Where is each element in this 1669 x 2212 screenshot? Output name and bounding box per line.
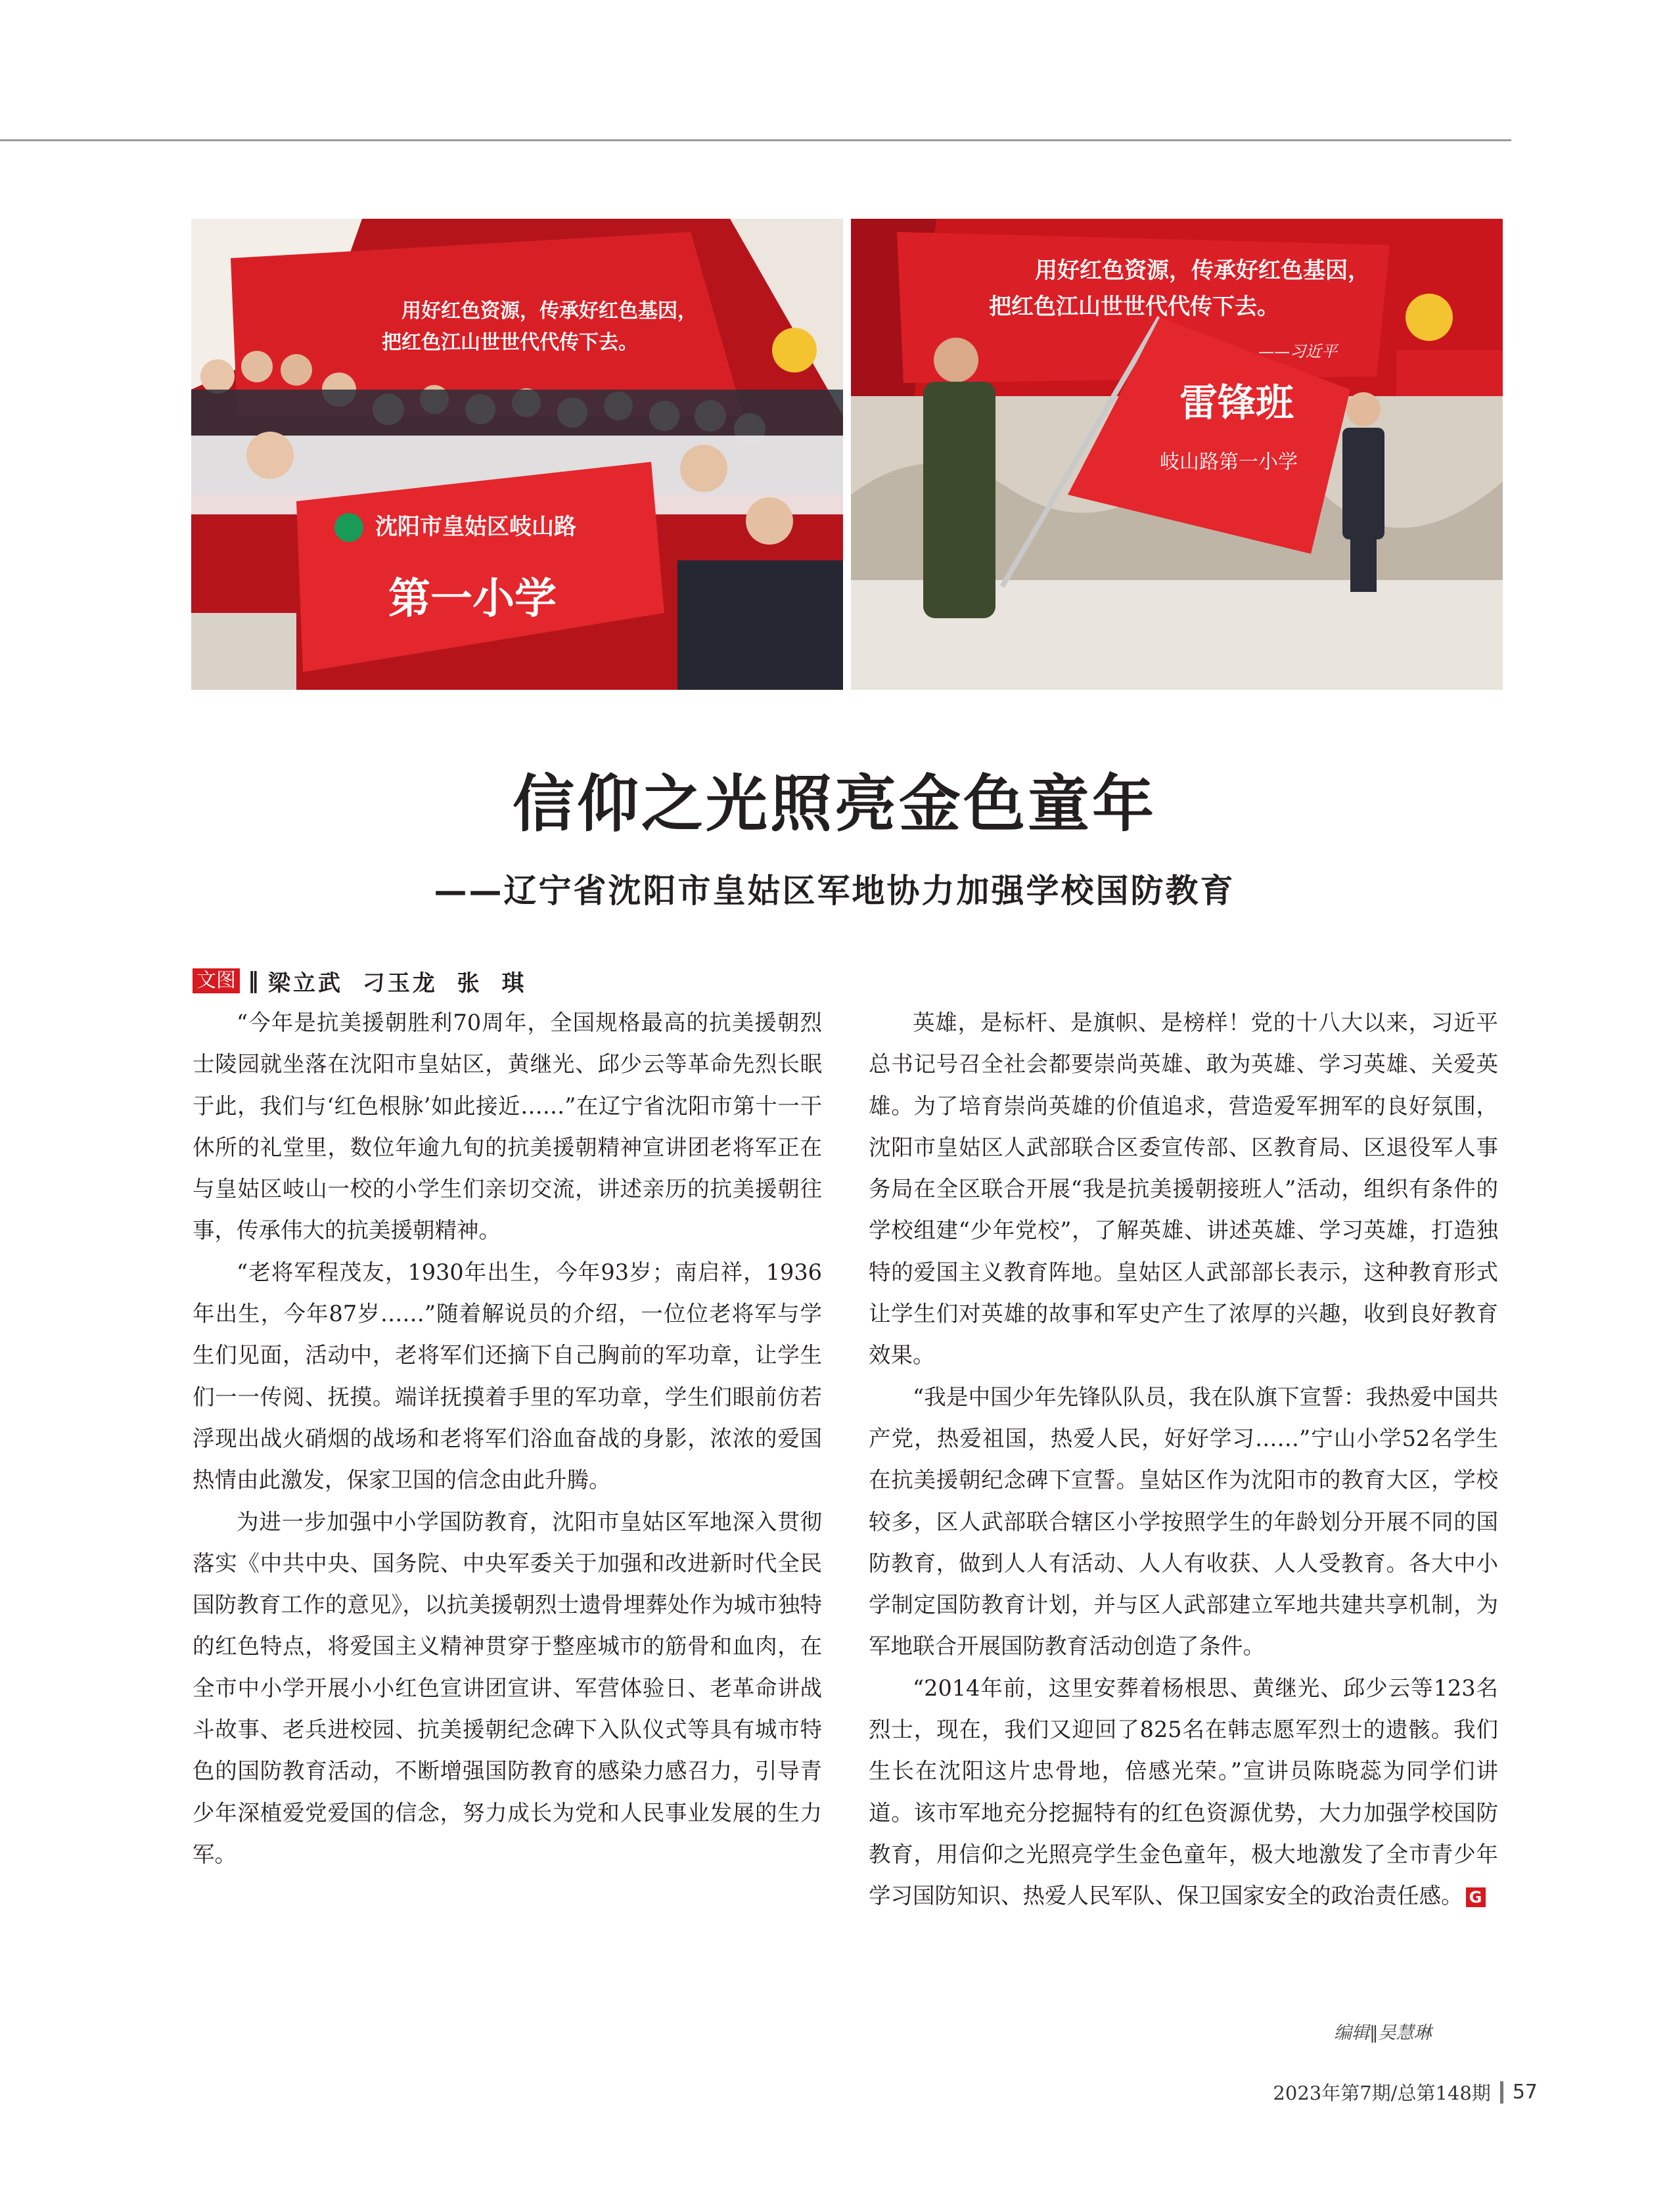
body-paragraph: “今年是抗美援朝胜利70周年，全国规格最高的抗美援朝烈士陵园就坐落在沈阳市皇姑区，黄继光、邱少云等革命先烈长眠于此，我们与‘红色根脉’如此接近……”在辽宁省沈阳市第十一干休所的礼堂里，数位年逾九旬的抗美援朝精神宣讲团老将军正在与皇姑区岐山一校的小学生们亲切交流，讲述亲历的抗美援朝往事，传承伟大的抗美援朝精神。 bbox=[193, 1010, 822, 1244]
body-paragraph: “老将军程茂友，1930年出生，今年93岁；南启祥，1936年出生，今年87岁……”随着解说员的介绍，一位位老将军与学生们见面，活动中，老将军们还摘下自己胸前的军功章，让学生们一一传阅、抚摸。端详抚摸着手里的军功章，学生们眼前仿若浮现出战火硝烟的战场和老将军们浴血奋战的身影，浓浓的爱国热情由此激发，保家卫国的信念由此升腾。 bbox=[193, 1259, 822, 1493]
veteran-figure bbox=[923, 382, 995, 618]
party-emblem-icon bbox=[1406, 294, 1453, 341]
banner-line-2: 把红色江山世世代代传下去。 bbox=[989, 294, 1279, 320]
flag-line-1: 雷锋班 bbox=[1179, 380, 1294, 425]
student-figure bbox=[1342, 428, 1384, 539]
flag-line-1: 沈阳市皇姑区岐山路 bbox=[375, 514, 576, 540]
body-paragraph: 为进一步加强中小学国防教育，沈阳市皇姑区军地深入贯彻落实《中共中央、国务院、中央军委关于加强和改进新时代全民国防教育工作的意见》，以抗美援朝烈士遗骨埋葬处作为城市独特的红色特点，将爱国主义精神贯穿于整座城市的筋骨和血肉，在全市中小学开展小小红色宣讲团宣讲、军营体验日、老革命讲战斗故事、老兵进校园、抗美援朝纪念碑下入队仪式等具有城市特色的国防教育活动，不断增强国防教育的感染力感召力，引导青少年深植爱党爱国的信念，努力成长为党和人民事业发展的生力军。 bbox=[193, 1508, 822, 1867]
banner-line-1: 用好红色资源，传承好红色基因， bbox=[1035, 258, 1370, 284]
banner-signature: ——习近平 bbox=[1258, 342, 1337, 361]
header-rule bbox=[0, 139, 1511, 141]
byline-separator: ‖ bbox=[248, 968, 259, 994]
body-paragraph: 英雄，是标杆、是旗帜、是榜样！党的十八大以来，习近平总书记号召全社会都要崇尚英雄、敢为英雄、学习英雄、关爱英雄。为了培育崇尚英雄的价值追求，营造爱军拥军的良好氛围，沈阳市皇姑区人武部联合区委宣传部、区教育局、区退役军人事务局在全区联合开展“我是抗美援朝接班人”活动，组织有条件的学校组建“少年党校”，了解英雄、讲述英雄、学习英雄，打造独特的爱国主义教育阵地。皇姑区人武部部长表示，这种教育形式让学生们对英雄的故事和军史产生了浓厚的兴趣，收到良好教育效果。 bbox=[869, 1010, 1498, 1368]
party-emblem-icon bbox=[772, 328, 817, 372]
flag-line-2: 第一小学 bbox=[388, 574, 557, 623]
photo-veteran-and-student-with-flag bbox=[851, 219, 1503, 690]
flag-line-2: 岐山路第一小学 bbox=[1160, 451, 1298, 474]
byline-tag: 文图 bbox=[193, 968, 240, 993]
byline bbox=[193, 968, 527, 997]
photo-illustration bbox=[851, 219, 1503, 690]
body-column-left bbox=[193, 1002, 822, 1875]
article-title: 信仰之光照亮金色童年 bbox=[512, 769, 1156, 840]
page-number: 57 bbox=[1512, 2081, 1538, 2104]
page-footer bbox=[1273, 2079, 1538, 2106]
byline-authors: 梁立武 刁玉龙 张 琪 bbox=[268, 970, 527, 997]
editor-credit: 编辑‖吴慧琳 bbox=[1334, 2023, 1432, 2043]
body-column-right bbox=[869, 1002, 1498, 1917]
photo-students-with-veterans bbox=[191, 219, 843, 690]
issue-info: 2023年第7期/总第148期 bbox=[1273, 2082, 1491, 2104]
banner-line-1: 用好红色资源，传承好红色基因， bbox=[401, 300, 697, 323]
banner-line-2: 把红色江山世世代代传下去。 bbox=[382, 331, 638, 354]
photo-illustration bbox=[191, 219, 843, 690]
footer-divider bbox=[1500, 2081, 1503, 2104]
body-paragraph: “我是中国少年先锋队队员，我在队旗下宣誓：我热爱中国共产党，热爱祖国，热爱人民，好好学习……”宁山小学52名学生在抗美援朝纪念碑下宣誓。皇姑区作为沈阳市的教育大区，学校较多，区人武部联合辖区小学按照学生的年龄划分开展不同的国防教育，做到人人有活动、人人有收获、人人受教育。各大中小学制定国防教育计划，并与区人武部建立军地共建共享机制，为军地联合开展国防教育活动创造了条件。 bbox=[869, 1384, 1498, 1659]
end-mark-icon: G bbox=[1466, 1887, 1486, 1907]
body-paragraph-text: “2014年前，这里安葬着杨根思、黄继光、邱少云等123名烈士，现在，我们又迎回了825名在韩志愿军烈士的遗骸。我们生长在沈阳这片忠骨地，倍感光荣。”宣讲员陈晓蕊为同学们讲道。该市军地充分挖掘特有的红色资源优势，大力加强学校国防教育，用信仰之光照亮学生金色童年，极大地激发了全市青少年学习国防知识、热爱人民军队、保卫国家安全的政治责任感。 bbox=[869, 1675, 1498, 1909]
article-subtitle: ——辽宁省沈阳市皇姑区军地协力加强学校国防教育 bbox=[434, 872, 1235, 910]
body-paragraph-last bbox=[869, 1667, 1498, 1917]
